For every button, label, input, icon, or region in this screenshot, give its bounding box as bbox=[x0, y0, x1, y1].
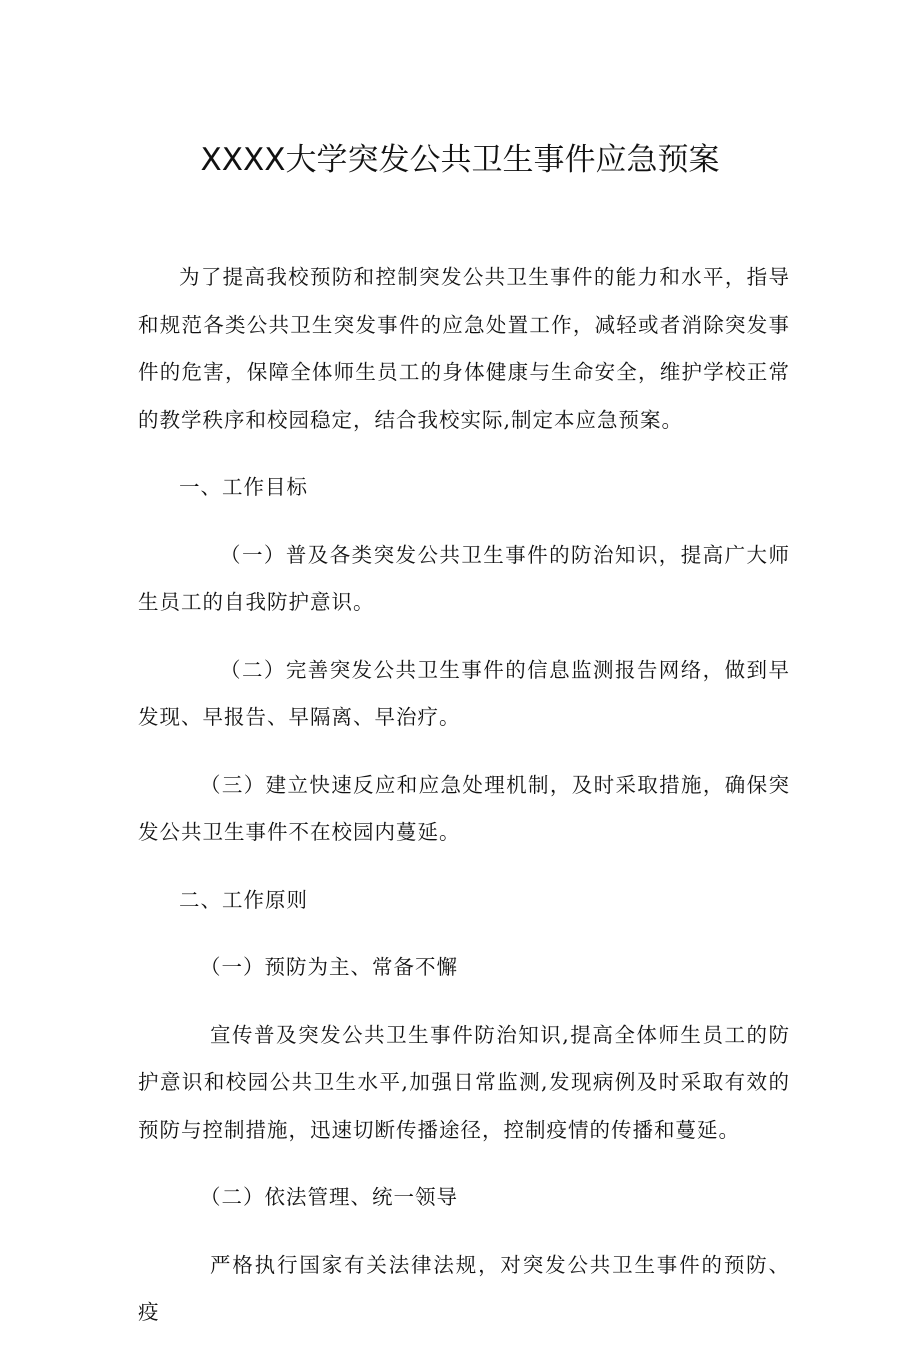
goal-item-1: （一）普及各类突发公共卫生事件的防治知识，提高广大师生员工的自我防护意识。 bbox=[138, 542, 790, 614]
principle-paragraph-1: 宣传普及突发公共卫生事件防治知识,提高全体师生员工的防护意识和校园公共卫生水平,加强日常监测,发现病例及时采取有效的预防与控制措施，迅速切断传播途径，控制疫情的传播和蔓延。 bbox=[138, 1022, 790, 1142]
principle-paragraph-2: 严格执行国家有关法律法规，对突发公共卫生事件的预防、疫 bbox=[138, 1252, 790, 1324]
principle-heading-2: （二）依法管理、统一领导 bbox=[200, 1185, 458, 1209]
section-heading-goals: 一、工作目标 bbox=[179, 475, 308, 499]
intro-paragraph: 为了提高我校预防和控制突发公共卫生事件的能力和水平，指导和规范各类公共卫生突发事件的应急处置工作，减轻或者消除突发事件的危害，保障全体师生员工的身体健康与生命安全，维护学校正常的教学秩序和校园稳定，结合我校实际,制定本应急预案。 bbox=[138, 265, 790, 432]
section-heading-principles: 二、工作原则 bbox=[179, 887, 308, 912]
document-body bbox=[138, 254, 790, 1357]
principle-heading-1: （一）预防为主、常备不懈 bbox=[200, 955, 458, 979]
document-title: XXXX大学突发公共卫生事件应急预案 bbox=[200, 142, 720, 178]
goal-item-3: （三）建立快速反应和应急处理机制，及时采取措施，确保突发公共卫生事件不在校园内蔓延。 bbox=[138, 772, 790, 844]
goal-item-2: （二）完善突发公共卫生事件的信息监测报告网络，做到早发现、早报告、早隔离、早治疗。 bbox=[138, 657, 790, 729]
